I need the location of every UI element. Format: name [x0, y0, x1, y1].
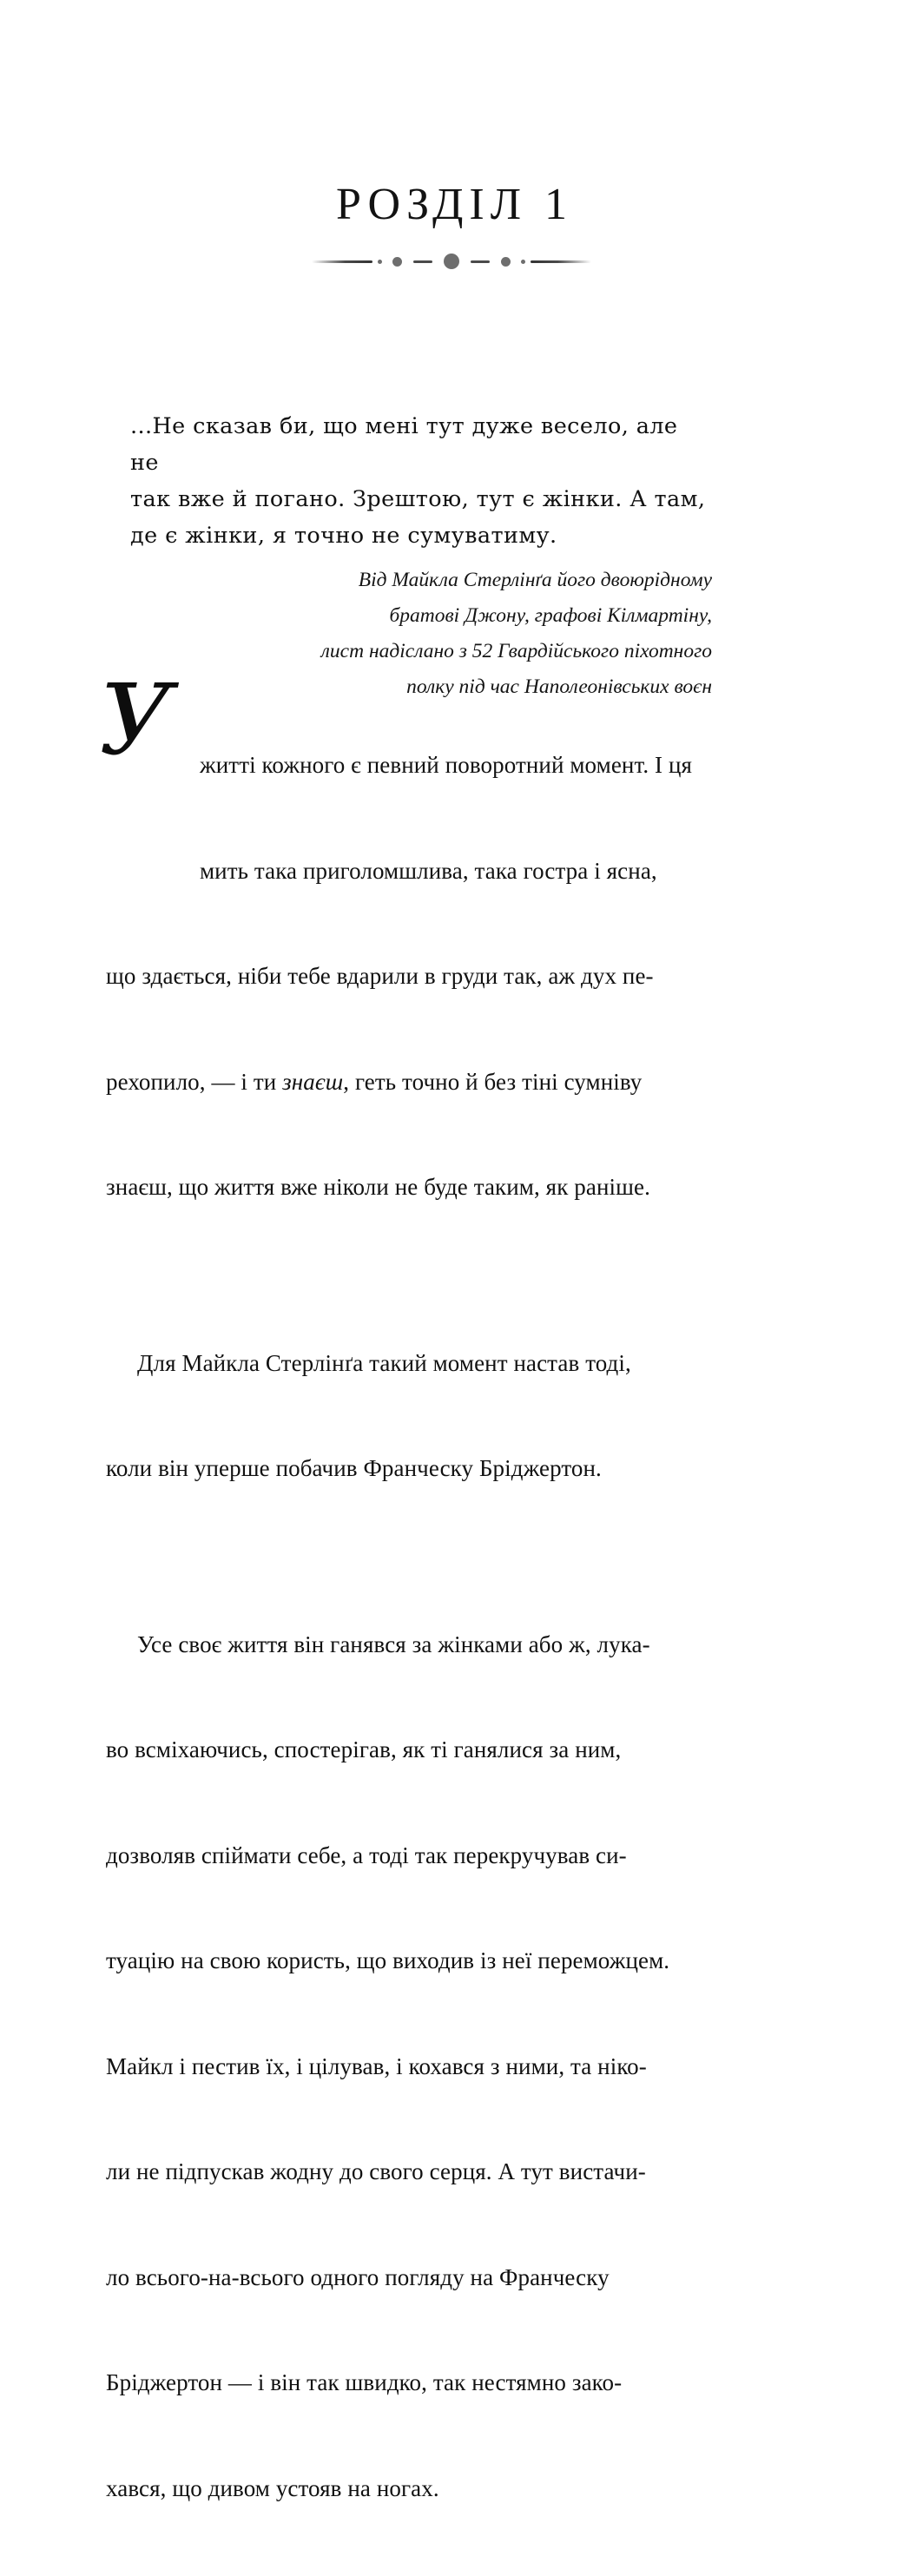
text-line: дозволяв спіймати себе, а тоді так перекручував си-	[106, 1838, 717, 1874]
body-text	[106, 677, 717, 2576]
text-line: хався, що дивом устояв на ногах.	[106, 2471, 717, 2507]
text-line: Усе своє життя він ганявся за жінками або ж, лука-	[106, 1627, 717, 1663]
paragraph-3	[106, 1557, 717, 2576]
epigraph-block	[130, 408, 712, 705]
epigraph-attribution-line: лист надіслано з 52 Гвардійського піхотного	[130, 634, 712, 669]
text-line: коли він уперше побачив Франческу Бріджертон.	[106, 1451, 717, 1486]
text-line: ло всього-на-всього одного погляду на Франческу	[106, 2260, 717, 2296]
epigraph-attribution-line: полку під час Наполеонівських воєн	[130, 669, 712, 705]
ornament-rule-right	[531, 260, 591, 263]
ornament-dot-center	[444, 254, 459, 269]
ornament-divider	[0, 250, 903, 273]
epigraph-attribution-line: Від Майкла Стерлінґа його двоюрідному	[130, 563, 712, 598]
first-paragraph-wrapper	[106, 677, 717, 1275]
epigraph-line: так вже й погано. Зрештою, тут є жінки. А там,	[130, 481, 712, 517]
ornament-dot-small-right	[501, 257, 511, 267]
chapter-title: РОЗДІЛ 1	[0, 179, 903, 231]
paragraph-1	[106, 677, 717, 1275]
ornament-dot-small-left	[392, 257, 402, 267]
text-line: туацію на свою користь, що виходив із неї переможцем.	[106, 1943, 717, 1979]
text-segment: , геть точно й без тіні сумніву	[343, 1069, 642, 1095]
text-line: Для Майкла Стерлінґа такий момент настав тоді,	[106, 1346, 717, 1381]
text-segment: рехопило, — і ти	[106, 1069, 282, 1095]
epigraph-quote	[130, 408, 712, 554]
ornament-dash-right	[471, 260, 490, 263]
ornament-dash-left	[413, 260, 432, 263]
ornament-dot-tiny-left	[378, 260, 382, 264]
text-line: во всміхаючись, спостерігав, як ті ганялися за ним,	[106, 1732, 717, 1768]
chapter-heading	[0, 179, 903, 231]
ornament-rule-left	[312, 260, 372, 263]
italic-emphasis: знаєш	[282, 1069, 343, 1095]
epigraph-line: ...Не сказав би, що мені тут дуже весело, але не	[130, 408, 712, 481]
text-line: що здається, ніби тебе вдарили в груди так, аж дух пе-	[106, 959, 717, 994]
text-line: Бріджертон — і він так швидко, так нестямно зако-	[106, 2365, 717, 2401]
text-line: ли не підпускав жодну до свого серця. А тут вистачи-	[106, 2154, 717, 2190]
text-line: знаєш, що життя вже ніколи не буде таким, як раніше.	[106, 1169, 717, 1205]
paragraph-2	[106, 1275, 717, 1557]
text-line	[106, 1064, 717, 1100]
epigraph-line: де є жінки, я точно не сумуватиму.	[130, 517, 712, 554]
text-line: Майкл і пестив їх, і цілував, і кохався з ними, та ніко-	[106, 2049, 717, 2085]
ornament-dot-tiny-right	[521, 260, 525, 264]
text-line: житті кожного є певний поворотний момент. І ця	[106, 748, 717, 783]
drop-cap: У	[99, 679, 173, 762]
epigraph-attribution-line: братові Джону, графові Кілмартіну,	[130, 598, 712, 634]
text-line: мить така приголомшлива, така гостра і ясна,	[106, 853, 717, 889]
